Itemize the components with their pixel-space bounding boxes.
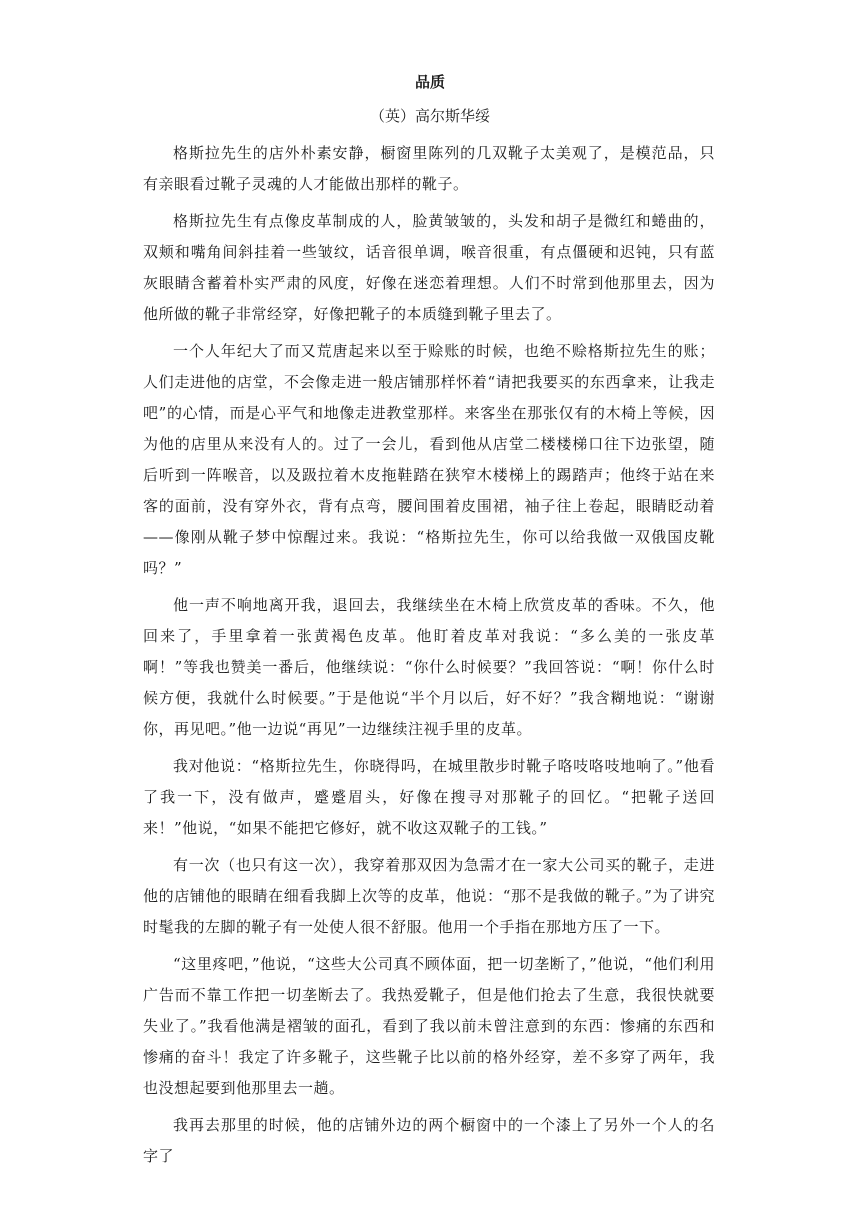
document-author: （英）高尔斯华绥 <box>369 107 490 125</box>
paragraph: 一个人年纪大了而又荒唐起来以至于赊账的时候，也绝不赊格斯拉先生的账；人们走进他的店堂，不会像走进一般店铺那样怀着“请把我要买的东西拿来，让我走吧”的心情，而是心平气和地像走进教堂那样。来客坐在那张仅有的木椅上等候，因为他的店里从来没有人的。过了一会儿，看到他从店堂二楼楼梯口往下边张望，随后听到一阵喉音，以及趿拉着木皮拖鞋踏在狭窄木楼梯上的踢踏声；他终于站在来客的面前，没有穿外衣，背有点弯，腰间围着皮围裙，袖子往上卷起，眼睛眨动着——像刚从靴子梦中惊醒过来。我说：“格斯拉先生，你可以给我做一双俄国皮靴吗？” <box>143 342 715 577</box>
document-title: 品质 <box>414 73 445 91</box>
paragraph: 他一声不响地离开我，退回去，我继续坐在木椅上欣赏皮革的香味。不久，他回来了，手里拿着一张黄褐色皮革。他盯着皮革对我说：“多么美的一张皮革啊！”等我也赞美一番后，他继续说：“你什么时候要？”我回答说：“啊！你什么时候方便，我就什么时候要。”于是他说“半个月以后，好不好？”我含糊地说：“谢谢你，再见吧。”他一边说“再见”一边继续注视手里的皮革。 <box>143 596 715 738</box>
paragraph: “这里疼吧，”他说，“这些大公司真不顾体面，把一切垄断了，”他说，“他们利用广告而不靠工作把一切垄断去了。我热爱靴子，但是他们抢去了生意，我很快就要失业了。”我看他满是褶皱的面孔，看到了我以前未曾注意到的东西：惨痛的东西和惨痛的奋斗！我定了许多靴子，这些靴子比以前的格外经穿，差不多穿了两年，我也没想起要到他那里去一趟。 <box>143 955 715 1097</box>
paragraph: 我对他说：“格斯拉先生，你晓得吗，在城里散步时靴子咯吱咯吱地响了。”他看了我一下，没有做声，蹙蹙眉头，好像在搜寻对那靴子的回忆。“把靴子送回来！”他说，“如果不能把它修好，就不收这双靴子的工钱。” <box>143 757 715 837</box>
paragraph: 格斯拉先生有点像皮革制成的人，脸黄皱皱的，头发和胡子是微红和蜷曲的，双颊和嘴角间斜挂着一些皱纹，话音很单调，喉音很重，有点僵硬和迟钝，只有蓝灰眼睛含蓄着朴实严肃的风度，好像在迷恋着理想。人们不时常到他那里去，因为他所做的靴子非常经穿，好像把靴子的本质缝到靴子里去了。 <box>143 212 715 323</box>
document-body <box>143 138 715 1178</box>
paragraph: 格斯拉先生的店外朴素安静，橱窗里陈列的几双靴子太美观了，是模范品，只有亲眼看过靴子灵魂的人才能做出那样的靴子。 <box>143 144 715 193</box>
paragraph: 我再去那里的时候，他的店铺外边的两个橱窗中的一个漆上了另外一个人的名字了 <box>143 1116 715 1165</box>
paragraph: 有一次（也只有这一次），我穿着那双因为急需才在一家大公司买的靴子，走进他的店铺他的眼睛在细看我脚上次等的皮革，他说：“那不是我做的靴子。”为了讲究时髦我的左脚的靴子有一处使人很不舒服。他用一个手指在那地方压了一下。 <box>143 856 715 936</box>
